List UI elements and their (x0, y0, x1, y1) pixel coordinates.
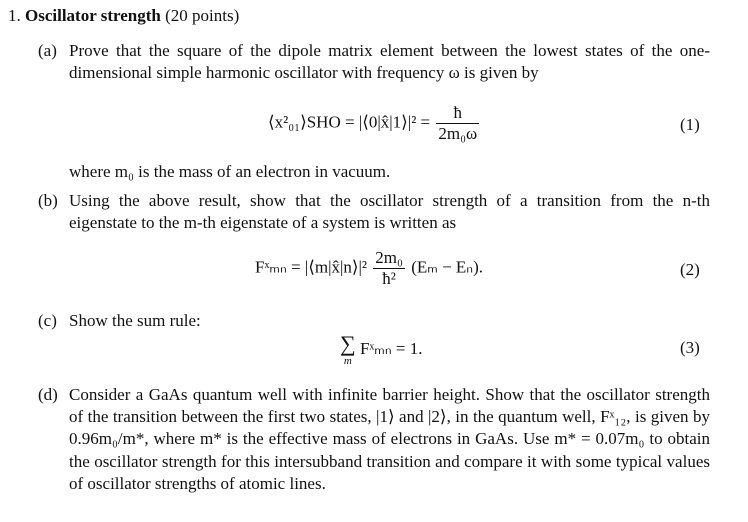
problem-heading (8, 6, 239, 26)
part-d-label: (d) (38, 385, 58, 404)
equation-1-lhs: ⟨x²₀₁⟩SHO = |⟨0|x̂|1⟩|² = (268, 112, 431, 132)
part-a-conclusion (38, 161, 710, 183)
equation-2 (255, 248, 483, 289)
part-a-text-2: where m₀ is the mass of an electron in vacuum. (69, 162, 391, 181)
equation-3-tag: (3) (680, 338, 700, 357)
part-c-text: Show the sum rule: (69, 311, 201, 330)
equation-1-tag: (1) (680, 115, 700, 134)
summation (340, 333, 356, 367)
equation-2-fraction (373, 248, 405, 289)
problem-number: 1. (8, 6, 21, 25)
equation-2-rhs: (Eₘ − Eₙ). (411, 257, 483, 277)
equation-1-denominator: 2m₀ω (438, 124, 478, 143)
equation-3-body: Fˣₘₙ = 1. (359, 338, 423, 358)
part-a-text: Prove that the square of the dipole matrix element between the lowest states of the one-dimensional simple harmonic oscillator with frequency ω is given by (69, 41, 710, 83)
equation-2-denominator: ħ² (373, 268, 405, 289)
equation-1 (268, 103, 481, 144)
part-b-text: Using the above result, show that the oscillator strength of a transition from the n-th eigenstate to the m-th eigenstate of a system is written as (69, 191, 710, 233)
part-d-text: Consider a GaAs quantum well with infinite barrier height. Show that the oscillator strength of the transition between the first two states, |1⟩ and |2⟩, in the quantum well, Fˣ₁₂, is given by 0.96m₀/m*, where m* is the effective mass of electrons in GaAs. Use m* = 0.07m₀ to obtain the oscillator strength for this intersubband transition and compare it with some typical values of oscillator strengths of atomic lines. (69, 385, 710, 493)
part-a-label: (a) (38, 41, 57, 60)
problem-points: (20 points) (165, 6, 240, 25)
part-d (38, 384, 710, 495)
equation-2-numerator: 2m₀ (375, 248, 403, 267)
problem-title: Oscillator strength (25, 6, 161, 25)
part-b-label: (b) (38, 191, 58, 210)
part-c-label: (c) (38, 311, 57, 330)
summation-index: m (343, 355, 352, 367)
equation-2-lhs: Fˣₘₙ = |⟨m|x̂|n⟩|² (255, 257, 368, 277)
equation-1-fraction (436, 103, 479, 144)
part-a (38, 40, 710, 84)
equation-1-numerator: ħ (453, 103, 463, 122)
equation-2-tag: (2) (680, 260, 700, 279)
summation-sign: ∑ (340, 331, 356, 356)
equation-3 (340, 333, 423, 367)
part-b (38, 190, 710, 234)
part-c (38, 310, 710, 332)
